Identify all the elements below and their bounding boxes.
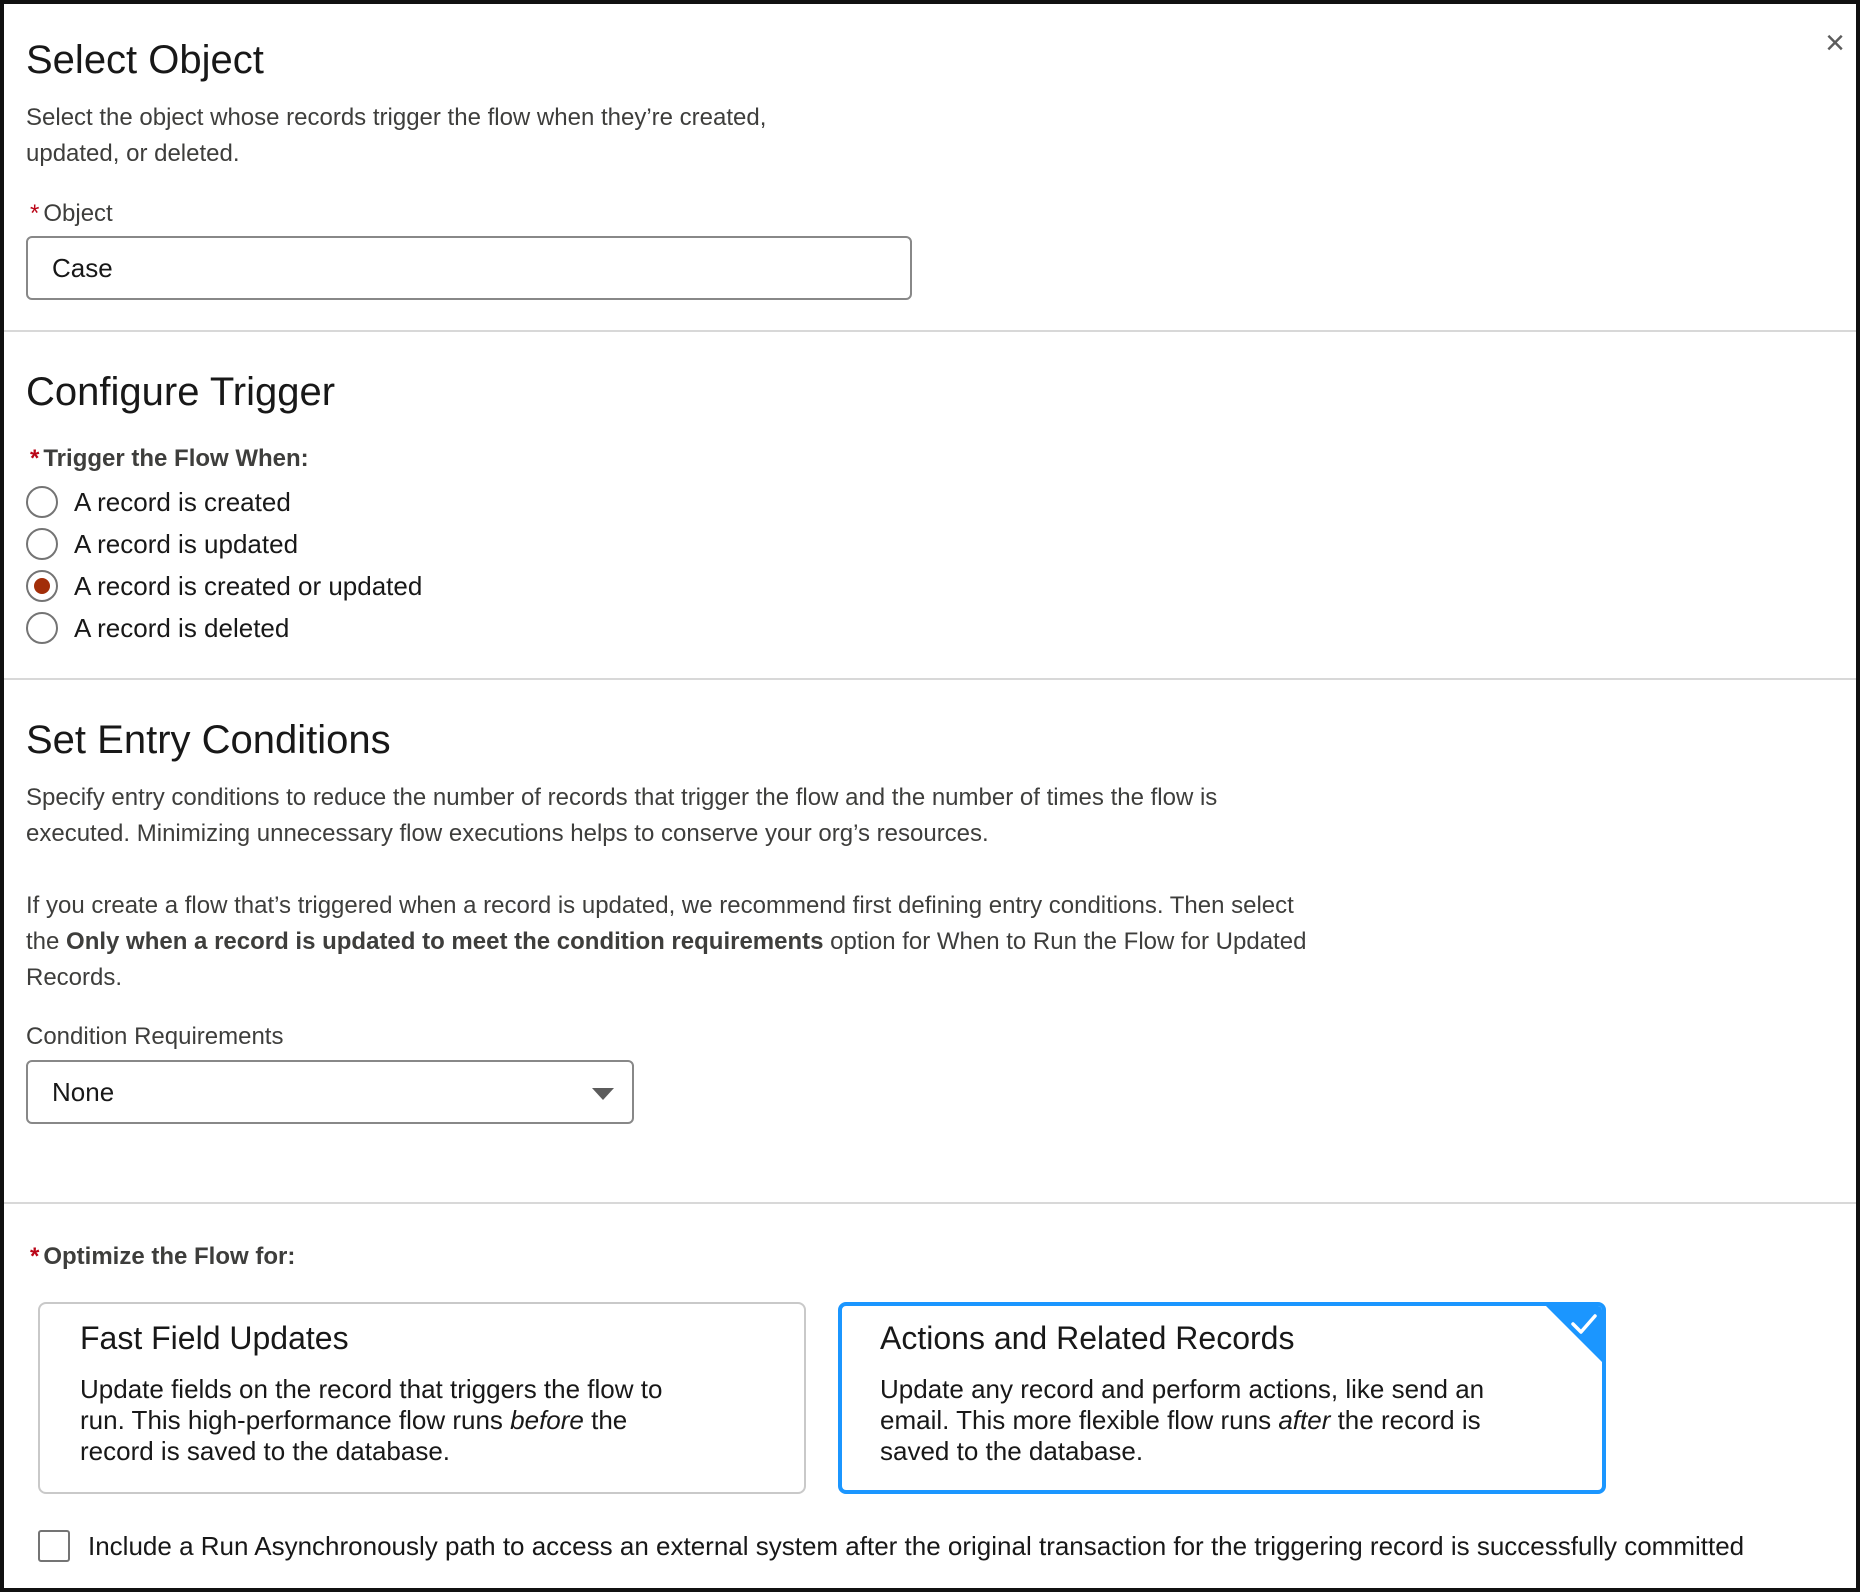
object-field-label — [30, 199, 113, 229]
card-line: Update any record and perform actions, like send an — [880, 1374, 1485, 1404]
select-object-heading: Select Object — [26, 38, 264, 82]
configure-trigger-heading: Configure Trigger — [26, 370, 336, 414]
text-fragment: run. This high-performance flow runs — [80, 1405, 511, 1435]
card-line — [80, 1405, 764, 1436]
optimize-label-text: Optimize the Flow for: — [43, 1243, 296, 1270]
description-line: Select the object whose records trigger the flow when they’re created, — [26, 104, 767, 131]
required-marker: * — [30, 445, 40, 472]
card-actions-related-records[interactable] — [838, 1302, 1606, 1494]
card-description — [80, 1374, 764, 1467]
card-line: record is saved to the database. — [80, 1436, 451, 1466]
text-fragment: email. This more flexible flow runs — [880, 1405, 1279, 1435]
text-fragment: the — [583, 1405, 628, 1435]
text-fragment: the — [26, 928, 67, 955]
optimize-field-label — [30, 1242, 295, 1272]
section-divider — [4, 678, 1856, 680]
radio-button[interactable] — [26, 486, 58, 518]
text-fragment: the record is — [1330, 1405, 1481, 1435]
emphasis-text: before — [510, 1405, 584, 1435]
description-line: updated, or deleted. — [26, 140, 240, 167]
radio-record-created[interactable] — [26, 482, 291, 522]
object-label-text: Object — [43, 200, 113, 227]
paragraph-line: Specify entry conditions to reduce the number of records that trigger the flow and the number of times the flow is — [26, 784, 1218, 811]
radio-record-deleted[interactable] — [26, 608, 289, 648]
required-marker: * — [30, 200, 40, 227]
required-marker: * — [30, 1243, 40, 1270]
object-input[interactable]: Case — [26, 236, 912, 300]
text-fragment: option for When to Run the Flow for Updated — [823, 928, 1307, 955]
paragraph-line — [26, 924, 1306, 960]
card-description — [880, 1374, 1564, 1467]
trigger-label-text: Trigger the Flow When: — [43, 445, 309, 472]
radio-button[interactable] — [26, 528, 58, 560]
card-fast-field-updates[interactable] — [38, 1302, 806, 1494]
entry-conditions-paragraph-1 — [26, 780, 1217, 852]
condition-requirements-select[interactable] — [26, 1060, 634, 1124]
option-name-bold: Only when a record is updated to meet the condition requirements — [66, 928, 824, 955]
section-divider — [4, 1202, 1856, 1204]
paragraph-line: executed. Minimizing unnecessary flow executions helps to conserve your org’s resources. — [26, 820, 989, 847]
close-icon[interactable]: × — [1825, 24, 1845, 62]
radio-label: A record is updated — [74, 528, 299, 559]
radio-record-updated[interactable] — [26, 524, 298, 564]
card-line — [880, 1405, 1564, 1436]
radio-button[interactable] — [26, 612, 58, 644]
run-async-checkbox[interactable] — [38, 1530, 70, 1562]
trigger-field-label — [30, 444, 309, 474]
emphasis-text: after — [1278, 1405, 1331, 1435]
run-async-label: Include a Run Asynchronously path to access an external system after the original transaction for the triggering record is successfully committed — [88, 1530, 1745, 1561]
paragraph-line: If you create a flow that’s triggered when a record is updated, we recommend first defining entry conditions. Then select — [26, 892, 1294, 919]
radio-button-selected[interactable] — [26, 570, 58, 602]
checkmark-icon — [1570, 1310, 1598, 1338]
card-title: Fast Field Updates — [80, 1320, 349, 1356]
section-divider — [4, 330, 1856, 332]
chevron-down-icon — [592, 1088, 614, 1100]
radio-label: A record is deleted — [74, 612, 290, 643]
select-value: None — [52, 1077, 115, 1107]
radio-record-created-or-updated[interactable] — [26, 566, 422, 606]
radio-label: A record is created — [74, 486, 291, 517]
card-line: saved to the database. — [880, 1436, 1144, 1466]
run-async-checkbox-row[interactable] — [38, 1530, 1744, 1562]
condition-requirements-label: Condition Requirements — [26, 1023, 284, 1050]
radio-label: A record is created or updated — [74, 570, 423, 601]
entry-conditions-paragraph-2 — [26, 888, 1306, 996]
card-line: Update fields on the record that triggers the flow to — [80, 1374, 663, 1404]
select-object-description — [26, 100, 766, 172]
entry-conditions-heading: Set Entry Conditions — [26, 718, 391, 762]
radio-dot-icon — [34, 578, 50, 594]
paragraph-line: Records. — [26, 964, 123, 991]
card-title: Actions and Related Records — [880, 1320, 1295, 1356]
